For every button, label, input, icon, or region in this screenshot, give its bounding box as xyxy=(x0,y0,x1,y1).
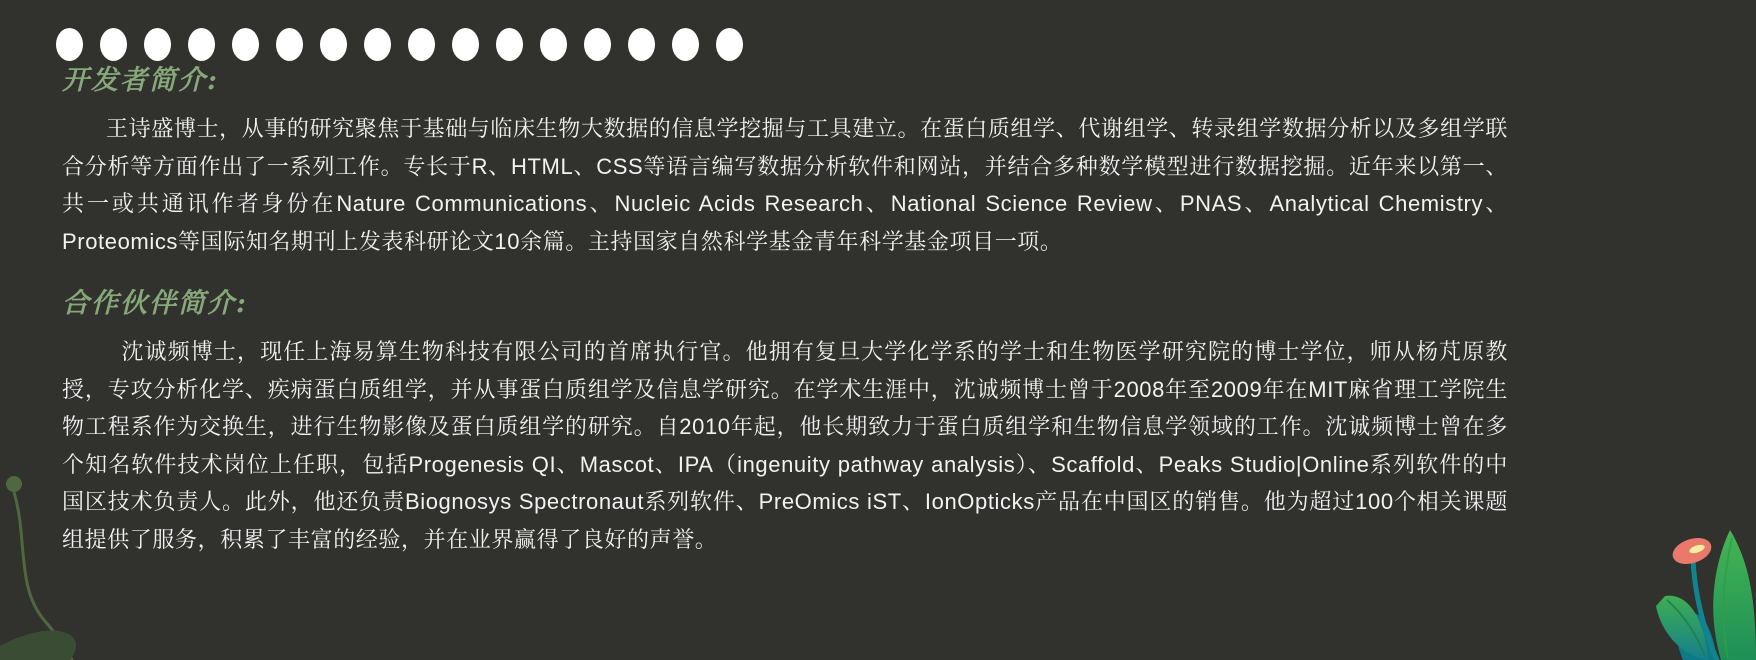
partner-heading: 合作伙伴简介: xyxy=(62,288,248,319)
content xyxy=(62,64,1508,558)
partner-paragraph: 沈诚频博士，现任上海易算生物科技有限公司的首席执行官。他拥有复旦大学化学系的学士和生物医学研究院的博士学位，师从杨芃原教授，专攻分析化学、疾病蛋白质组学，并从事蛋白质组学及信息学研究。在学术生涯中，沈诚频博士曾于2008年至2009年在MIT麻省理工学院生物工程系作为交换生，进行生物影像及蛋白质组学的研究。自2010年起，他长期致力于蛋白质组学和生物信息学领域的工作。沈诚频博士曾在多个知名软件技术岗位上任职，包括Progenesis QI、Mascot、IPA（ingenuity pathway analysis）、Scaffold、Peaks Studio|Online系列软件的中国区技术负责人。此外，他还负责Biognosys Spectronaut系列软件、PreOmics iST、IonOpticks产品在中国区的销售。他为超过100个相关课题组提供了服务，积累了丰富的经验，并在业界赢得了良好的声誉。 xyxy=(62,339,1508,552)
binder-dot xyxy=(364,28,391,61)
plant-decoration xyxy=(1545,468,1756,660)
vine-decoration xyxy=(0,468,120,660)
binder-dot xyxy=(320,28,347,61)
binder-dot xyxy=(540,28,567,61)
binder-dot xyxy=(144,28,171,61)
binder-dots xyxy=(56,28,743,61)
binder-dot xyxy=(276,28,303,61)
section-developer xyxy=(62,64,1508,260)
section-partner xyxy=(62,287,1508,558)
binder-dot xyxy=(232,28,259,61)
binder-dot xyxy=(584,28,611,61)
developer-heading: 开发者简介: xyxy=(62,65,219,96)
binder-dot xyxy=(100,28,127,61)
developer-paragraph: 王诗盛博士，从事的研究聚焦于基础与临床生物大数据的信息学挖掘与工具建立。在蛋白质组学、代谢组学、转录组学数据分析以及多组学联合分析等方面作出了一系列工作。专长于R、HTML、CSS等语言编写数据分析软件和网站，并结合多种数学模型进行数据挖掘。近年来以第一、共一或共通讯作者身份在Nature Communications、Nucleic Acids Research、National Science Review、PNAS、Analytical Chemistry、Proteomics等国际知名期刊上发表科研论文10余篇。主持国家自然科学基金青年科学基金项目一项。 xyxy=(62,116,1508,254)
binder-dot xyxy=(716,28,743,61)
binder-dot xyxy=(408,28,435,61)
binder-dot xyxy=(188,28,215,61)
binder-dot xyxy=(56,28,83,61)
binder-dot xyxy=(452,28,479,61)
binder-dot xyxy=(628,28,655,61)
binder-dot xyxy=(496,28,523,61)
binder-dot xyxy=(672,28,699,61)
